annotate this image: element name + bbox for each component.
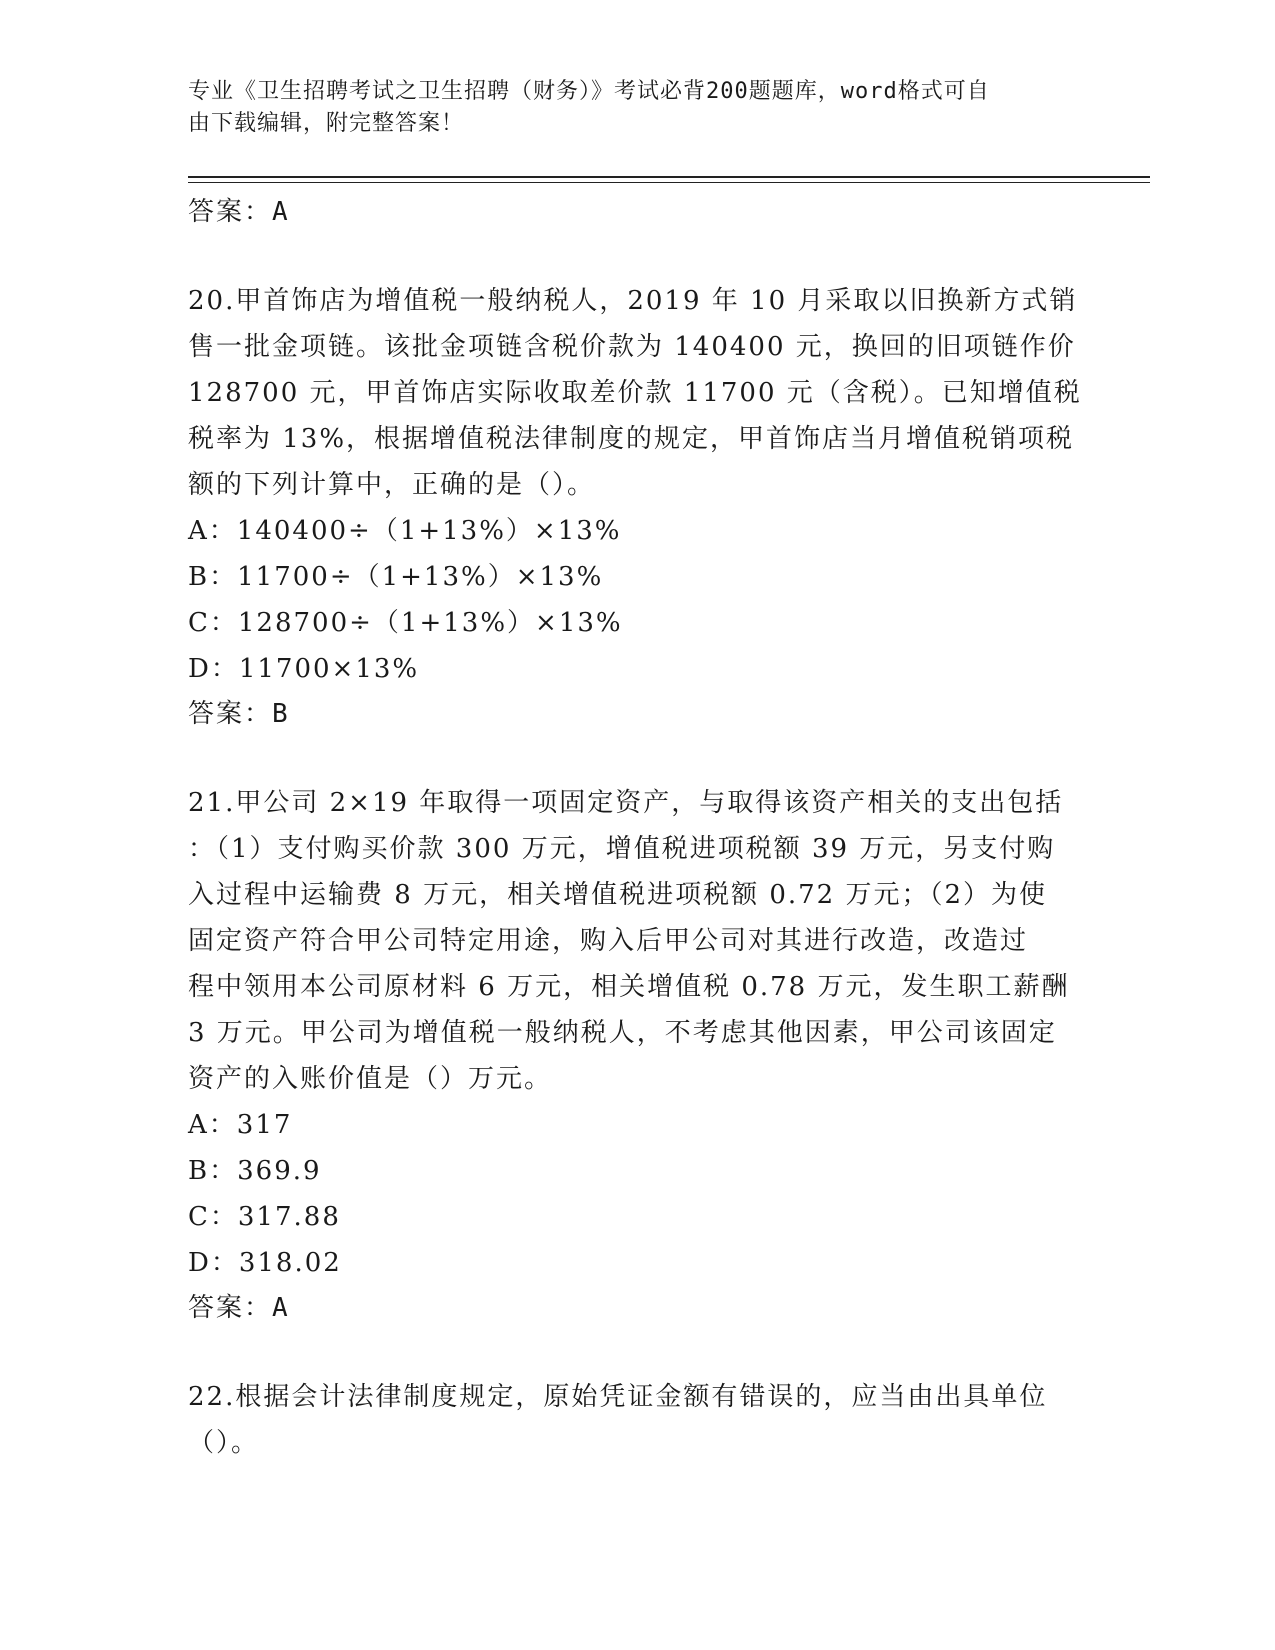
question-22 (188, 1374, 1088, 1466)
question-stem-line: 20.甲首饰店为增值税一般纳税人，2019 年 10 月采取以旧换新方式销 (188, 286, 1078, 316)
question-stem-line: 128700 元，甲首饰店实际收取差价款 11700 元（含税）。已知增值税 (188, 378, 1082, 408)
question-20 (188, 278, 1088, 736)
question-stem-line: 21.甲公司 2×19 年取得一项固定资产，与取得该资产相关的支出包括 (188, 788, 1064, 818)
question-stem-line: ：（1）支付购买价款 300 万元，增值税进项税额 39 万元，另支付购 (188, 834, 1056, 864)
option-b: B：11700÷（1+13%）×13% (188, 562, 604, 592)
question-stem-line: 入过程中运输费 8 万元，相关增值税进项税额 0.72 万元；（2）为使 (188, 880, 1048, 910)
option-a: A：140400÷（1+13%）×13% (188, 516, 622, 546)
header-rule-thick (188, 176, 1150, 178)
header-rule-thin (188, 182, 1150, 183)
question-stem-line: 3 万元。甲公司为增值税一般纳税人，不考虑其他因素，甲公司该固定 (188, 1018, 1057, 1048)
question-stem-line: 程中领用本公司原材料 6 万元，相关增值税 0.78 万元，发生职工薪酬 (188, 972, 1070, 1002)
page-header (188, 76, 1068, 140)
header-line-2: 由下载编辑，附完整答案！ (188, 111, 465, 136)
answer-line: 答案：B (188, 699, 290, 729)
header-line-1: 专业《卫生招聘考试之卫生招聘（财务）》考试必背200题题库，word格式可自 (188, 79, 990, 104)
option-c: C：128700÷（1+13%）×13% (188, 608, 623, 638)
option-d: D：11700×13% (188, 654, 420, 684)
question-stem-line: 售一批金项链。该批金项链含税价款为 140400 元，换回的旧项链作价 (188, 332, 1076, 362)
question-stem-line: 资产的入账价值是（）万元。 (188, 1064, 553, 1094)
option-a: A：317 (188, 1110, 293, 1140)
question-stem-line: （）。 (188, 1428, 260, 1458)
question-21 (188, 780, 1088, 1330)
answer-line: 答案：A (188, 197, 290, 227)
option-c: C：317.88 (188, 1202, 341, 1232)
question-stem-line: 固定资产符合甲公司特定用途，购入后甲公司对其进行改造，改造过 (188, 926, 1029, 956)
option-b: B：369.9 (188, 1156, 322, 1186)
question-stem-line: 税率为 13%，根据增值税法律制度的规定，甲首饰店当月增值税销项税 (188, 424, 1075, 454)
document-body (188, 190, 1088, 1466)
question-stem-line: 额的下列计算中，正确的是（）。 (188, 470, 596, 500)
question-stem-line: 22.根据会计法律制度规定，原始凭证金额有错误的，应当由出具单位 (188, 1382, 1048, 1412)
answer-line: 答案：A (188, 1293, 290, 1323)
option-d: D：318.02 (188, 1248, 342, 1278)
